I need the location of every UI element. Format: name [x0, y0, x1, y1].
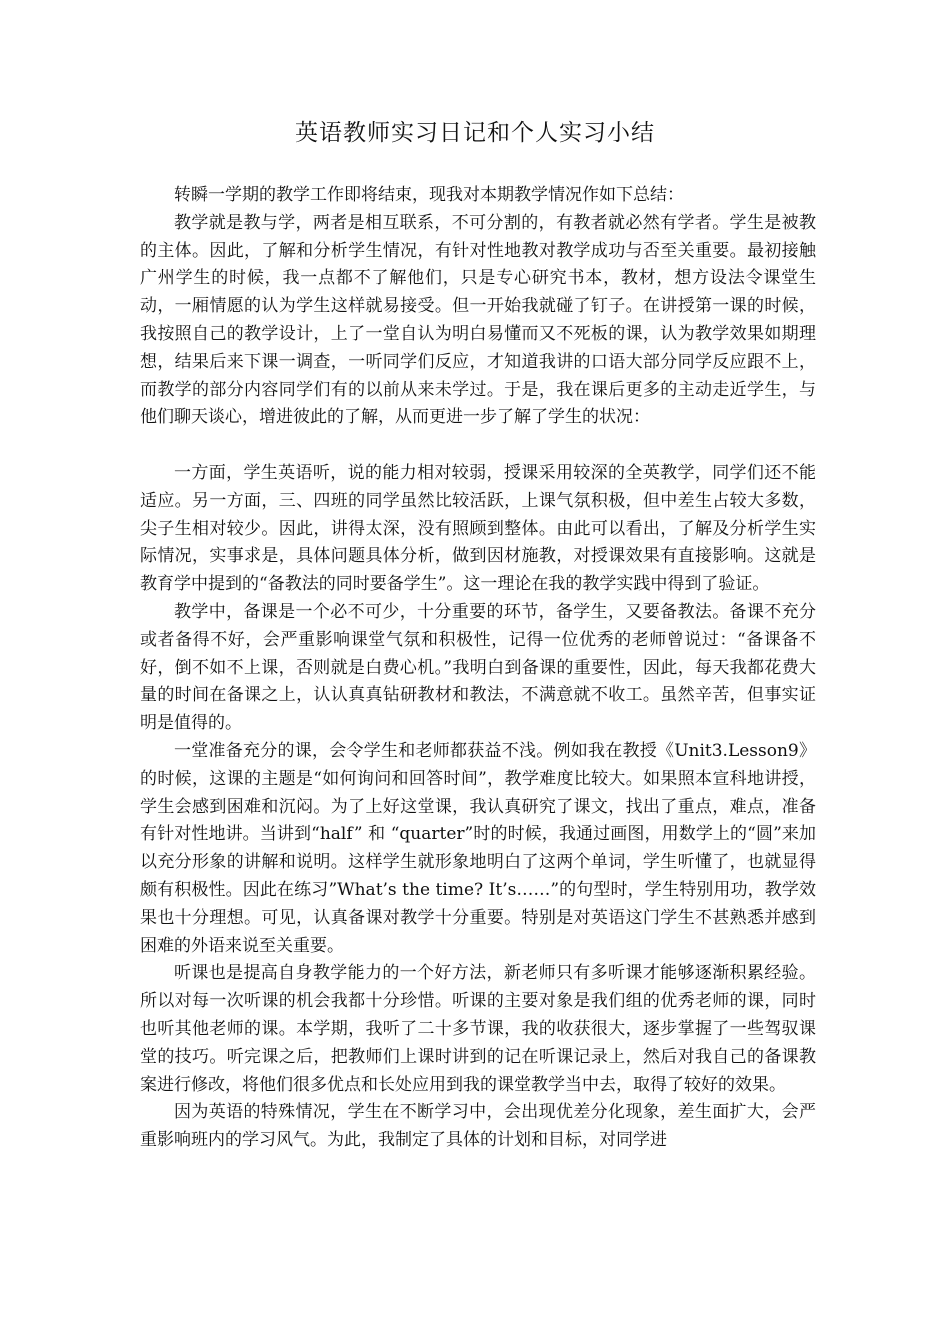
paragraph-lesson-example: 一堂准备充分的课，会令学生和老师都获益不浅。例如我在教授《Unit3.Lesson9》的时候，这课的主题是“如何询问和回答时间”，教学难度比较大。如果照本宣科地讲授，学生会感到困难和沉闷。为了上好这堂课，我认真研究了课文，找出了重点，难点，准备有针对性地讲。当讲到“half” 和 “quarter”时的时候，我通过画图，用数学上的“圆”来加以充分形象的讲解和说明。这样学生就形象地明白了这两个单词，学生听懂了，也就显得颇有积极性。因此在练习”What’s the time? It’s……”的句型时，学生特别用功，教学效果也十分理想。可见，认真备课对教学十分重要。特别是对英语这门学生不甚熟悉并感到困难的外语来说至关重要。: [140, 740, 816, 956]
document-body: [140, 182, 816, 1155]
paragraph-student-situation: 一方面，学生英语听，说的能力相对较弱，授课采用较深的全英教学，同学们还不能适应。另一方面，三、四班的同学虽然比较活跃，上课气氛积极，但中差生占较大多数，尖子生相对较少。因此，讲得太深，没有照顾到整体。由此可以看出，了解及分析学生实际情况，实事求是，具体问题具体分析，做到因材施教，对授课效果有直接影响。这就是教育学中提到的“备教法的同时要备学生”。这一理论在我的教学实践中得到了验证。: [140, 462, 816, 595]
paragraph-know-students: 教学就是教与学，两者是相互联系，不可分割的，有教者就必然有学者。学生是被教的主体。因此，了解和分析学生情况，有针对性地教对教学成功与否至关重要。最初接触广州学生的时候，我一点都不了解他们，只是专心研究书本，教材，想方设法令课堂生动，一厢情愿的认为学生这样就易接受。但一开始我就碰了钉子。在讲授第一课的时候，我按照自己的教学设计，上了一堂自认为明白易懂而又不死板的课，认为教学效果如期理想，结果后来下课一调查，一听同学们反应，才知道我讲的口语大部分同学反应跟不上，而教学的部分内容同学们有的以前从来未学过。于是，我在课后更多的主动走近学生，与他们聊天谈心，增进彼此的了解，从而更进一步了解了学生的状况：: [140, 212, 816, 428]
paragraph-intro: 转瞬一学期的教学工作即将结束，现我对本期教学情况作如下总结：: [174, 185, 684, 205]
paragraph-observing-classes: 听课也是提高自身教学能力的一个好方法，新老师只有多听课才能够逐渐积累经验。所以对每一次听课的机会我都十分珍惜。听课的主要对象是我们组的优秀老师的课，同时也听其他老师的课。本学期，我听了二十多节课，我的收获很大，逐步掌握了一些驾驭课堂的技巧。听完课之后，把教师们上课时讲到的记在听课记录上，然后对我自己的备课教案进行修改，将他们很多优点和长处应用到我的课堂教学当中去，取得了较好的效果。: [140, 963, 816, 1095]
paragraph-lesson-preparation: 教学中，备课是一个必不可少，十分重要的环节，备学生，又要备教法。备课不充分或者备得不好，会严重影响课堂气氛和积极性，记得一位优秀的老师曾说过：“备课备不好，倒不如不上课，否则就是白费心机。”我明白到备课的重要性，因此，每天我都花费大量的时间在备课之上，认认真真钻研教材和教法，不满意就不收工。虽然辛苦，但事实证明是值得的。: [140, 601, 816, 734]
paragraph-student-differences: 因为英语的特殊情况，学生在不断学习中，会出现优差分化现象，差生面扩大，会严重影响班内的学习风气。为此，我制定了具体的计划和目标，对同学进: [140, 1102, 816, 1151]
document-title: 英语教师实习日记和个人实习小结: [295, 120, 655, 146]
